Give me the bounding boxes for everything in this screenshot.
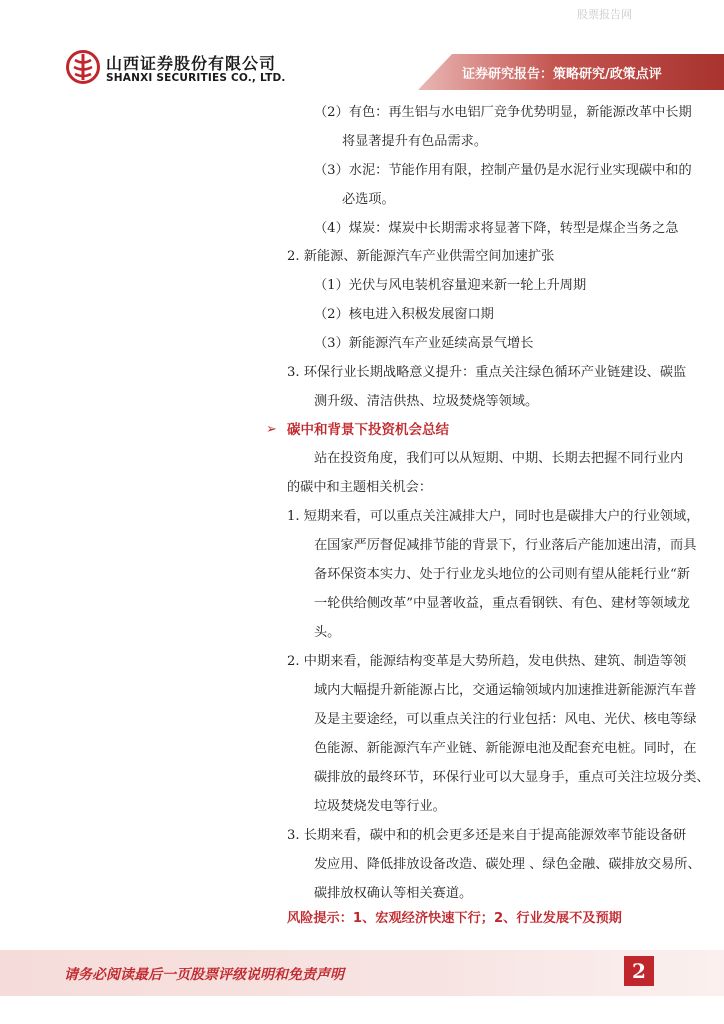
list-item: 一轮供给侧改革”中显著收益，重点看钢铁、有色、建材等领域龙	[314, 596, 690, 611]
paragraph-line: 站在投资角度，我们可以从短期、中期、长期去把握不同行业内	[314, 451, 684, 466]
list-item: 3. 环保行业长期战略意义提升：重点关注绿色循环产业链建设、碳监	[287, 365, 687, 380]
list-item: 测升级、清洁供热、垃圾焚烧等领域。	[314, 394, 539, 409]
watermark: 股票报告网	[577, 8, 632, 21]
list-item: 域内大幅提升新能源占比，交通运输领域内加速推进新能源汽车普	[314, 683, 697, 698]
list-item: （3）新能源汽车产业延续高景气增长	[314, 336, 534, 351]
list-item: 3. 长期来看，碳中和的机会更多还是来自于提高能源效率节能设备研	[287, 828, 687, 843]
section-arrow-icon: ➢	[266, 422, 277, 437]
report-type: 证券研究报告：策略研究/政策点评	[462, 67, 662, 82]
list-item: 碳排放的最终环节，环保行业可以大显身手，重点可关注垃圾分类、	[314, 770, 710, 785]
page-number: 2	[624, 956, 654, 986]
list-item: 及是主要途经，可以重点关注的行业包括：风电、光伏、核电等绿	[314, 712, 697, 727]
company-name-cn: 山西证券股份有限公司	[106, 54, 277, 73]
list-item: 2. 新能源、新能源汽车产业供需空间加速扩张	[287, 249, 555, 264]
list-item: （2）有色：再生铝与水电铝厂竞争优势明显，新能源改革中长期	[314, 105, 692, 120]
page-header	[0, 0, 724, 96]
list-item: （2）核电进入积极发展窗口期	[314, 307, 494, 322]
list-item: 色能源、新能源汽车产业链、新能源电池及配套充电桩。同时，在	[314, 741, 697, 756]
list-item: 在国家严厉督促减排节能的背景下，行业落后产能加速出清，而具	[314, 538, 697, 553]
paragraph-line: 的碳中和主题相关机会：	[287, 480, 433, 495]
list-item: 1. 短期来看，可以重点关注减排大户，同时也是碳排大户的行业领域，	[287, 509, 700, 524]
risk-warning: 风险提示：1、宏观经济快速下行；2、行业发展不及预期	[287, 911, 622, 926]
list-item: （1）光伏与风电装机容量迎来新一轮上升周期	[314, 278, 587, 293]
list-item: 备环保资本实力、处于行业龙头地位的公司则有望从能耗行业“新	[314, 567, 690, 582]
footer-disclaimer: 请务必阅读最后一页股票评级说明和免责声明	[64, 967, 344, 983]
list-item: 垃圾焚烧发电等行业。	[314, 799, 446, 814]
list-item: 2. 中期来看，能源结构变革是大势所趋，发电供热、建筑、制造等领	[287, 654, 687, 669]
company-logo-icon	[66, 50, 100, 84]
list-item: 头。	[314, 625, 341, 640]
list-item: 将显著提升有色品需求。	[342, 134, 488, 149]
section-title: 碳中和背景下投资机会总结	[287, 422, 449, 438]
list-item: （3）水泥：节能作用有限，控制产量仍是水泥行业实现碳中和的	[314, 163, 692, 178]
company-name-en: SHANXI SECURITIES CO., LTD.	[106, 72, 286, 84]
list-item: 必选项。	[342, 192, 395, 207]
list-item: 发应用、降低排放设备改造、碳处理 、绿色金融、碳排放交易所、	[314, 857, 701, 872]
list-item: （4）煤炭：煤炭中长期需求将显著下降，转型是煤企当务之急	[314, 221, 679, 236]
list-item: 碳排放权确认等相关赛道。	[314, 886, 473, 901]
